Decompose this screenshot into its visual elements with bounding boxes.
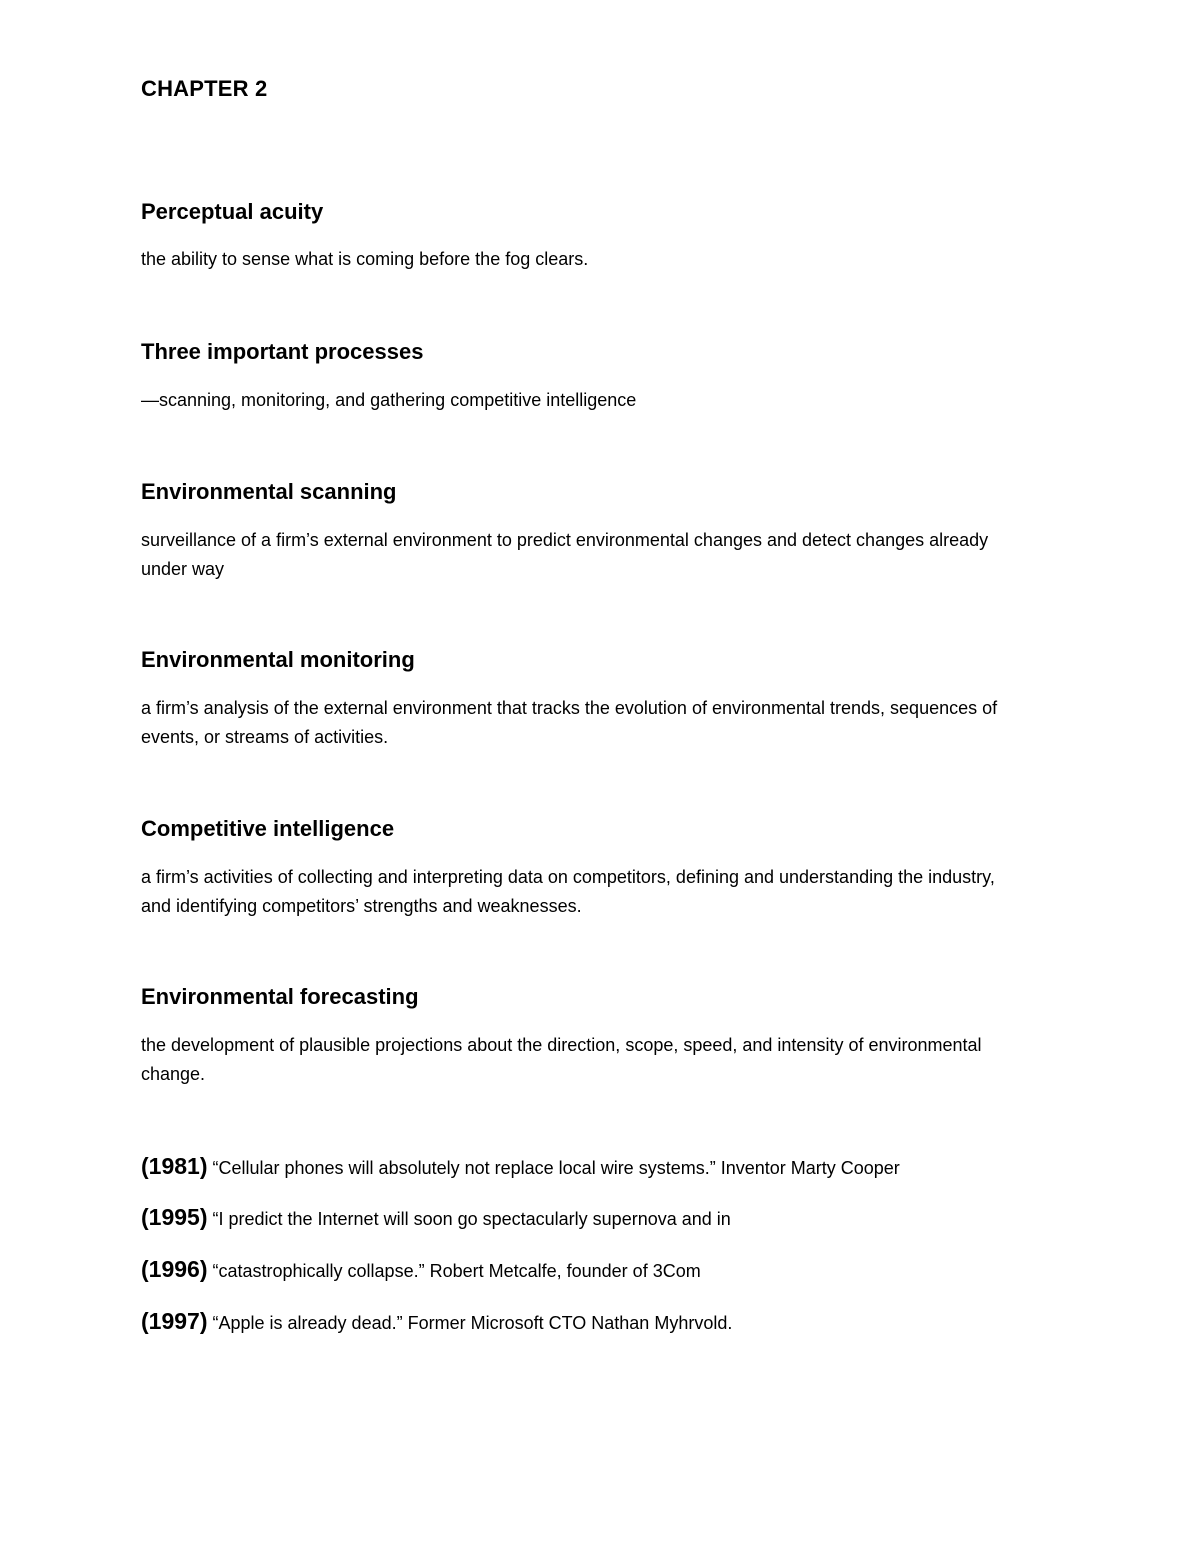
section-heading: Perceptual acuity [141, 199, 324, 224]
quote-line [141, 1307, 732, 1337]
section-heading: Three important processes [141, 339, 424, 364]
quote-text: “Apple is already dead.” Former Microsoft CTO Nathan Myhrvold. [207, 1313, 733, 1333]
section-heading: Competitive intelligence [141, 816, 395, 841]
quote-text: “Cellular phones will absolutely not replace local wire systems.” Inventor Marty Cooper [207, 1158, 900, 1178]
section-heading: Environmental scanning [141, 479, 397, 504]
quote-text: “catastrophically collapse.” Robert Metcalfe, founder of 3Com [207, 1261, 701, 1281]
section-heading: Environmental monitoring [141, 647, 415, 672]
quote-year: (1995) [141, 1204, 208, 1230]
section-body: —scanning, monitoring, and gathering competitive intelligence [141, 390, 637, 410]
quote-year: (1997) [141, 1308, 208, 1334]
section-body: a firm’s activities of collecting and interpreting data on competitors, defining and understanding the industry, and identifying competitors’ strengths and weaknesses. [141, 867, 995, 916]
section-heading: Environmental forecasting [141, 984, 419, 1009]
section-body: surveillance of a firm’s external environment to predict environmental changes and detect changes already under way [141, 530, 989, 579]
section-body: the development of plausible projections about the direction, scope, speed, and intensity of environmental change. [141, 1035, 982, 1084]
section-body: a firm’s analysis of the external environment that tracks the evolution of environmental trends, sequences of events, or streams of activities. [141, 698, 998, 747]
section-body: the ability to sense what is coming before the fog clears. [141, 249, 589, 269]
quote-line [141, 1255, 701, 1285]
quote-line [141, 1203, 731, 1233]
quote-year: (1981) [141, 1153, 208, 1179]
chapter-title: CHAPTER 2 [141, 76, 268, 101]
quote-line [141, 1152, 900, 1182]
quote-text: “I predict the Internet will soon go spectacularly supernova and in [207, 1209, 731, 1229]
quote-year: (1996) [141, 1256, 208, 1282]
